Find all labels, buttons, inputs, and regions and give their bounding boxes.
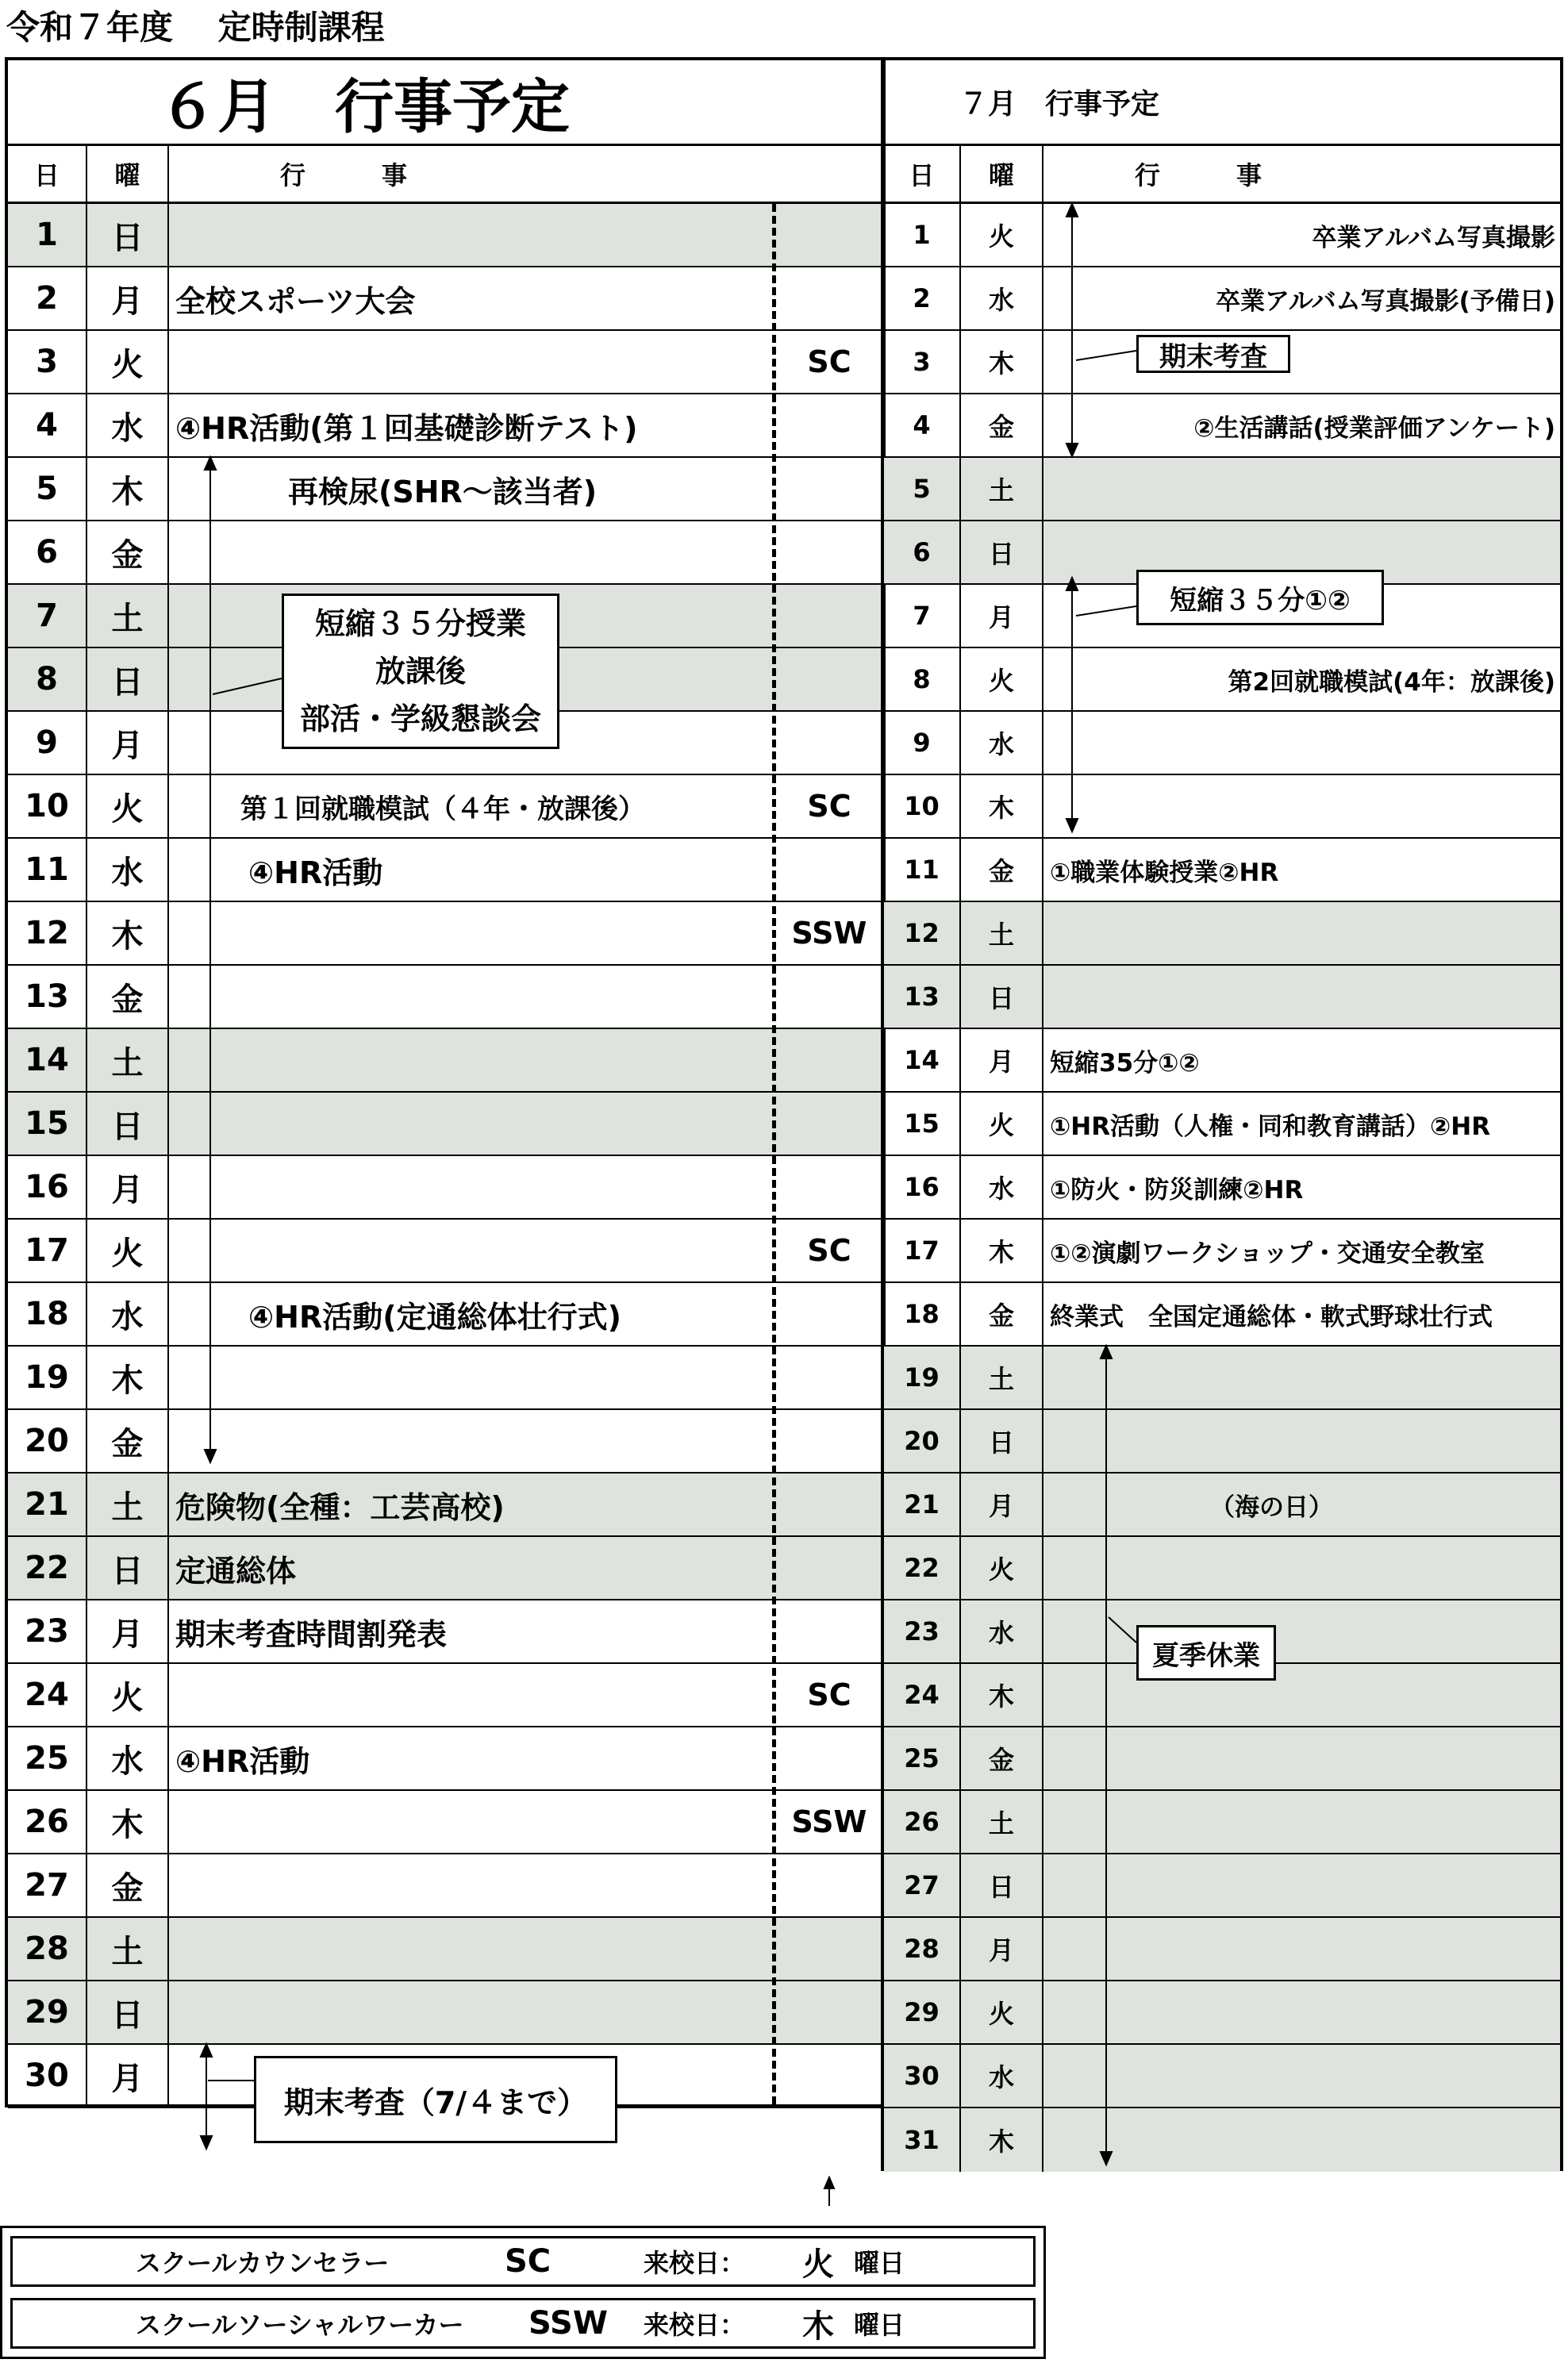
june-event-cell: ④HR活動 [248,855,383,890]
june-weekday-cell: 月 [87,2045,169,2107]
july-event-cell: ①職業体験授業②HR [1050,858,1279,887]
july-weekday-cell: 木 [961,1220,1043,1281]
july-weekday-cell: 火 [961,1093,1043,1155]
june-weekday-cell: 日 [87,1093,169,1155]
july-day-cell: 13 [884,966,961,1028]
june-weekday-cell: 火 [87,1220,169,1281]
july-day-cell: 27 [884,1854,961,1916]
june-weekday-cell: 木 [87,1791,169,1853]
july-event-cell: （海の日） [1210,1493,1333,1522]
june-event-cell: ④HR活動(定通総体壮行式) [248,1299,621,1335]
june-header-day: 日 [8,146,87,202]
june-day-cell: 9 [8,712,87,774]
june-weekday-cell: 月 [87,1600,169,1662]
july-event-cell: 短縮35分①② [1050,1048,1200,1078]
july-event-cell: 卒業アルバム写真撮影(予備日) [1216,286,1555,316]
legend-suffix-ssw: 曜日 [854,2310,905,2340]
july-weekday-cell: 水 [961,267,1043,329]
july-event-cell: ②生活講話(授業評価アンケート) [1193,413,1555,443]
july-day-cell: 5 [884,458,961,520]
legend-abbr-sc: SC [505,2243,551,2280]
june-day-cell: 2 [8,267,87,329]
july-weekday-cell: 水 [961,2045,1043,2107]
legend-weekday-ssw: 木 [802,2307,834,2345]
june-day-cell: 11 [8,839,87,901]
legend-role-sc: スクールカウンセラー [136,2248,390,2278]
june-header-weekday: 曜 [87,146,169,202]
june-exam-callout-text: 期末考査（7/４まで） [283,2084,588,2120]
june-note-cell: SC [807,1233,851,1268]
june-day-cell: 26 [8,1791,87,1853]
june-weekday-cell: 木 [87,1347,169,1408]
july-day-cell: 16 [884,1156,961,1218]
july-short-lessons-callout [1136,570,1384,625]
july-weekday-cell: 月 [961,1918,1043,1980]
june-header-events: 行 事 [280,160,408,190]
july-day-cell: 4 [884,394,961,456]
june-event-cell: ④HR活動 [175,1743,310,1779]
july-day-cell: 1 [884,204,961,266]
july-exam-callout-text: 期末考査 [1159,340,1267,373]
june-schedule [5,57,886,2120]
june-day-cell: 4 [8,394,87,456]
july-day-cell: 7 [884,585,961,647]
july-event-cell: 終業式 全国定通総体・軟式野球壮行式 [1050,1302,1493,1331]
june-day-cell: 25 [8,1727,87,1789]
june-weekday-cell: 金 [87,966,169,1028]
july-day-cell: 11 [884,839,961,901]
july-day-cell: 9 [884,712,961,774]
july-summer-callout [1136,1625,1276,1681]
legend-row-ssw [10,2298,1036,2349]
june-day-cell: 6 [8,521,87,583]
july-day-cell: 3 [884,331,961,393]
june-weekday-cell: 水 [87,839,169,901]
july-weekday-cell: 水 [961,712,1043,774]
july-weekday-cell: 木 [961,775,1043,837]
july-weekday-cell: 日 [961,966,1043,1028]
june-day-cell: 14 [8,1029,87,1091]
june-day-cell: 27 [8,1854,87,1916]
june-day-cell: 17 [8,1220,87,1281]
june-day-cell: 28 [8,1918,87,1980]
legend-visit-label-ssw: 来校日： [644,2310,746,2340]
july-day-cell: 29 [884,1981,961,2043]
july-short-lessons-callout-text: 短縮３５分①② [1170,584,1351,617]
june-day-cell: 23 [8,1600,87,1662]
july-weekday-cell: 金 [961,1727,1043,1789]
july-weekday-cell: 土 [961,458,1043,520]
june-weekday-cell: 土 [87,585,169,647]
document-title: 令和７年度 定時制課程 [6,8,385,47]
june-day-cell: 21 [8,1474,87,1535]
july-day-cell: 30 [884,2045,961,2107]
july-day-cell: 22 [884,1537,961,1599]
june-weekday-cell: 日 [87,1537,169,1599]
june-day-cell: 22 [8,1537,87,1599]
june-day-cell: 20 [8,1410,87,1472]
july-header-day: 日 [884,146,961,202]
july-weekday-cell: 日 [961,1410,1043,1472]
july-day-cell: 8 [884,648,961,710]
july-weekday-cell: 月 [961,1029,1043,1091]
june-weekday-cell: 火 [87,331,169,393]
june-day-cell: 7 [8,585,87,647]
july-weekday-cell: 木 [961,2108,1043,2172]
june-day-cell: 18 [8,1283,87,1345]
june-day-cell: 29 [8,1981,87,2043]
june-short-lessons-line-1: 短縮３５分授業 [314,606,526,641]
july-day-cell: 17 [884,1220,961,1281]
july-weekday-cell: 日 [961,1854,1043,1916]
june-short-lessons-callout [282,594,559,749]
july-day-cell: 25 [884,1727,961,1789]
june-weekday-cell: 火 [87,775,169,837]
june-event-cell: ④HR活動(第１回基礎診断テスト) [175,410,638,446]
june-short-lessons-line-2: 放課後 [375,654,466,689]
july-event-cell: 卒業アルバム写真撮影 [1312,223,1555,252]
legend-box [0,2226,1046,2359]
june-day-cell: 12 [8,902,87,964]
july-day-cell: 20 [884,1410,961,1472]
july-weekday-cell: 火 [961,1981,1043,2043]
july-title: ７月 行事予定 [959,88,1160,121]
june-weekday-cell: 日 [87,648,169,710]
july-day-cell: 26 [884,1791,961,1853]
july-event-cell: ①防火・防災訓練②HR [1050,1175,1304,1205]
june-event-cell: 期末考査時間割発表 [175,1616,448,1652]
june-day-cell: 8 [8,648,87,710]
june-event-cell: 定通総体 [175,1553,297,1589]
june-day-cell: 5 [8,458,87,520]
july-weekday-cell: 木 [961,1664,1043,1726]
june-day-cell: 15 [8,1093,87,1155]
july-day-cell: 15 [884,1093,961,1155]
july-day-cell: 18 [884,1283,961,1345]
june-weekday-cell: 金 [87,521,169,583]
legend-visit-label-sc: 来校日： [644,2248,746,2278]
june-event-cell: 全校スポーツ大会 [175,283,416,319]
legend-weekday-sc: 火 [802,2246,834,2283]
july-day-cell: 14 [884,1029,961,1091]
june-note-cell: SSW [791,916,867,951]
july-summer-callout-text: 夏季休業 [1152,1639,1260,1672]
june-weekday-cell: 火 [87,1664,169,1726]
june-weekday-cell: 水 [87,1283,169,1345]
july-weekday-cell: 日 [961,521,1043,583]
june-title: ６月 行事予定 [159,72,570,141]
june-event-cell: 再検尿(SHR～該当者) [288,474,598,509]
july-header-weekday: 曜 [961,146,1043,202]
july-header-events: 行 事 [1135,160,1262,190]
july-event-cell: ①HR活動（人権・同和教育講話）②HR [1050,1112,1491,1141]
june-weekday-cell: 月 [87,712,169,774]
july-event-cell: ①②演劇ワークショップ・交通安全教室 [1050,1239,1485,1268]
july-day-cell: 21 [884,1474,961,1535]
july-weekday-cell: 火 [961,648,1043,710]
june-exam-callout [254,2056,617,2143]
july-weekday-cell: 火 [961,1537,1043,1599]
note-arrow [817,2176,841,2207]
june-day-cell: 10 [8,775,87,837]
july-weekday-cell: 木 [961,331,1043,393]
june-weekday-cell: 月 [87,1156,169,1218]
june-day-cell: 16 [8,1156,87,1218]
july-weekday-cell: 土 [961,1791,1043,1853]
july-weekday-cell: 月 [961,1474,1043,1535]
june-weekday-cell: 木 [87,902,169,964]
june-day-cell: 13 [8,966,87,1028]
june-event-cell: 危険物(全種：工芸高校) [175,1489,505,1525]
legend-abbr-ssw: SSW [528,2305,608,2342]
june-day-cell: 3 [8,331,87,393]
july-weekday-cell: 火 [961,204,1043,266]
july-day-cell: 12 [884,902,961,964]
july-day-cell: 10 [884,775,961,837]
june-note-cell: SC [807,1677,851,1712]
legend-suffix-sc: 曜日 [854,2248,905,2278]
june-day-cell: 19 [8,1347,87,1408]
july-weekday-cell: 水 [961,1156,1043,1218]
july-day-cell: 2 [884,267,961,329]
july-weekday-cell: 月 [961,585,1043,647]
july-weekday-cell: 土 [961,1347,1043,1408]
june-day-cell: 24 [8,1664,87,1726]
june-weekday-cell: 金 [87,1410,169,1472]
july-weekday-cell: 土 [961,902,1043,964]
july-weekday-cell: 水 [961,1600,1043,1662]
july-weekday-cell: 金 [961,1283,1043,1345]
legend-role-ssw: スクールソーシャルワーカー [136,2310,464,2340]
june-weekday-cell: 日 [87,1981,169,2043]
july-weekday-cell: 金 [961,394,1043,456]
legend-row-sc [10,2236,1036,2287]
july-day-cell: 24 [884,1664,961,1726]
july-arrows [884,60,1560,2174]
july-exam-callout [1136,335,1290,373]
july-event-cell: 第2回就職模試(4年：放課後) [1228,667,1555,697]
june-event-cell: 第１回就職模試（４年・放課後） [240,793,645,825]
june-arrows [8,60,882,2171]
june-note-cell: SC [807,789,851,824]
july-day-cell: 23 [884,1600,961,1662]
july-day-cell: 31 [884,2108,961,2172]
june-short-lessons-line-3: 部活・学級懇談会 [299,701,541,736]
june-weekday-cell: 水 [87,394,169,456]
june-weekday-cell: 木 [87,458,169,520]
june-weekday-cell: 金 [87,1854,169,1916]
june-weekday-cell: 土 [87,1029,169,1091]
june-note-cell: SSW [791,1804,867,1839]
june-weekday-cell: 土 [87,1474,169,1535]
june-weekday-cell: 日 [87,204,169,266]
july-weekday-cell: 金 [961,839,1043,901]
june-day-cell: 1 [8,204,87,266]
july-schedule [881,57,1563,2171]
july-day-cell: 6 [884,521,961,583]
june-note-cell: SC [807,344,851,379]
july-day-cell: 28 [884,1918,961,1980]
june-weekday-cell: 土 [87,1918,169,1980]
june-weekday-cell: 月 [87,267,169,329]
june-weekday-cell: 水 [87,1727,169,1789]
july-day-cell: 19 [884,1347,961,1408]
june-day-cell: 30 [8,2045,87,2107]
